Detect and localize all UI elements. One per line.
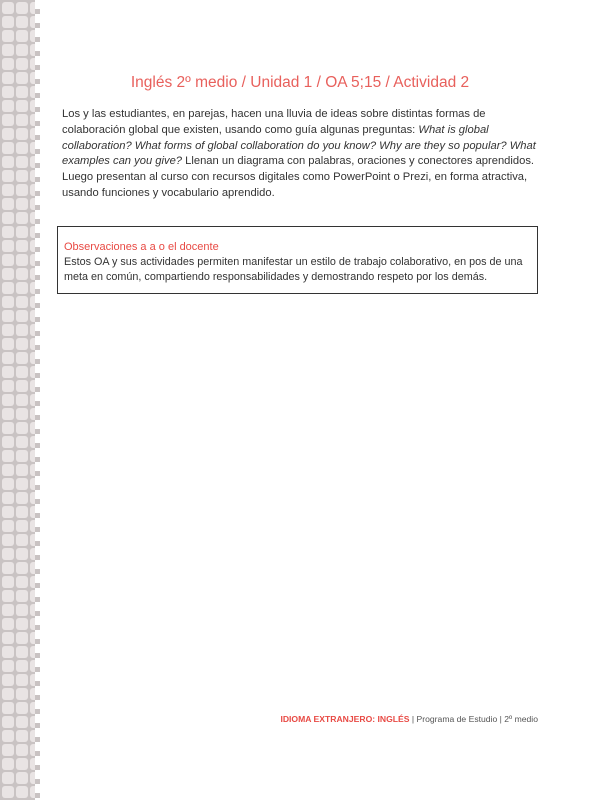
strip-tile xyxy=(2,184,14,196)
strip-tile xyxy=(2,730,14,742)
strip-tile xyxy=(2,352,14,364)
strip-tile xyxy=(2,156,14,168)
strip-tile xyxy=(16,548,28,560)
strip-tile xyxy=(16,212,28,224)
strip-tile xyxy=(16,702,28,714)
decorative-side-strip xyxy=(0,0,40,800)
strip-tile xyxy=(2,758,14,770)
strip-tile xyxy=(2,296,14,308)
strip-tile xyxy=(2,100,14,112)
strip-tile xyxy=(16,450,28,462)
strip-tile xyxy=(2,338,14,350)
strip-tile xyxy=(16,632,28,644)
strip-tile xyxy=(2,2,14,14)
strip-tile xyxy=(2,170,14,182)
strip-tile xyxy=(2,478,14,490)
strip-tile xyxy=(2,688,14,700)
strip-tile xyxy=(2,674,14,686)
strip-tile xyxy=(16,562,28,574)
strip-tile xyxy=(16,44,28,56)
strip-tile xyxy=(2,310,14,322)
page-footer xyxy=(280,714,538,724)
strip-tile xyxy=(16,72,28,84)
strip-tile xyxy=(2,646,14,658)
strip-tile xyxy=(2,520,14,532)
strip-tile xyxy=(2,380,14,392)
strip-tile xyxy=(16,2,28,14)
strip-tile xyxy=(16,660,28,672)
strip-tile xyxy=(16,604,28,616)
strip-tile xyxy=(2,226,14,238)
strip-tile xyxy=(16,408,28,420)
strip-tile xyxy=(2,576,14,588)
strip-tile xyxy=(16,772,28,784)
strip-tile xyxy=(2,632,14,644)
strip-tile xyxy=(2,604,14,616)
footer-level: 2º medio xyxy=(504,714,538,724)
strip-tile xyxy=(2,492,14,504)
strip-tile xyxy=(16,156,28,168)
activity-text-intro: Los y las estudiantes, en parejas, hacen una lluvia de ideas sobre distintas formas de colaboración global que existen, usando como guía algunas preguntas: xyxy=(62,108,486,136)
strip-tile xyxy=(2,422,14,434)
strip-tile xyxy=(16,716,28,728)
strip-tile xyxy=(2,240,14,252)
strip-tile xyxy=(2,58,14,70)
strip-tile xyxy=(2,702,14,714)
footer-subject: IDIOMA EXTRANJERO: INGLÉS xyxy=(280,714,410,724)
strip-tile xyxy=(16,86,28,98)
activity-description xyxy=(62,107,540,202)
strip-tile xyxy=(16,128,28,140)
strip-tile xyxy=(2,114,14,126)
strip-tile xyxy=(16,380,28,392)
strip-tile xyxy=(16,506,28,518)
strip-tile xyxy=(2,450,14,462)
strip-perforated-edge xyxy=(35,0,40,800)
strip-tile xyxy=(2,128,14,140)
strip-tile xyxy=(16,786,28,798)
strip-tile xyxy=(16,730,28,742)
activity-text-continuation: Llenan un diagrama con palabras, oraciones y conectores aprendidos. Luego presentan al curso con recursos digitales como PowerPoint o Prezi, en forma atractiva, usando funciones y vocabulario aprendido. xyxy=(62,155,535,199)
strip-tile xyxy=(2,72,14,84)
strip-tile xyxy=(16,310,28,322)
strip-tile xyxy=(16,618,28,630)
strip-tile xyxy=(2,660,14,672)
footer-separator: | xyxy=(497,714,505,724)
strip-tile xyxy=(2,436,14,448)
teacher-observations-box xyxy=(57,226,538,294)
strip-tile xyxy=(16,254,28,266)
strip-tile xyxy=(16,268,28,280)
strip-tile xyxy=(16,198,28,210)
strip-tile xyxy=(16,394,28,406)
page-title: Inglés 2º medio / Unidad 1 / OA 5;15 / Actividad 2 xyxy=(130,74,470,91)
strip-tile xyxy=(2,786,14,798)
strip-tile xyxy=(16,674,28,686)
strip-tile xyxy=(2,408,14,420)
strip-tile xyxy=(2,366,14,378)
strip-tile xyxy=(16,16,28,28)
strip-tile xyxy=(16,114,28,126)
strip-pattern xyxy=(0,0,40,800)
strip-tile xyxy=(2,254,14,266)
strip-tile xyxy=(16,296,28,308)
strip-tile xyxy=(16,170,28,182)
strip-tile xyxy=(16,744,28,756)
strip-tile xyxy=(16,492,28,504)
strip-tile xyxy=(16,338,28,350)
strip-tile xyxy=(16,30,28,42)
strip-tile xyxy=(2,268,14,280)
strip-tile xyxy=(16,142,28,154)
strip-tile xyxy=(2,772,14,784)
strip-tile xyxy=(2,562,14,574)
strip-tile xyxy=(2,142,14,154)
strip-tile xyxy=(2,282,14,294)
strip-tile xyxy=(16,240,28,252)
activity-guiding-questions: What is global collaboration? What forms of global collaboration do you know? Why are they so popular? What examples can you give? xyxy=(62,123,536,168)
strip-tile xyxy=(2,534,14,546)
strip-tile xyxy=(2,30,14,42)
strip-tile xyxy=(16,100,28,112)
strip-tile xyxy=(2,506,14,518)
strip-tile xyxy=(2,324,14,336)
strip-tile xyxy=(16,366,28,378)
footer-separator: | xyxy=(409,714,417,724)
strip-tile xyxy=(16,282,28,294)
strip-tile xyxy=(16,576,28,588)
strip-tile xyxy=(2,716,14,728)
strip-tile xyxy=(2,16,14,28)
strip-tile xyxy=(2,464,14,476)
strip-tile xyxy=(2,590,14,602)
strip-tile xyxy=(2,744,14,756)
strip-tile xyxy=(16,184,28,196)
strip-tile xyxy=(2,86,14,98)
strip-tile xyxy=(16,758,28,770)
strip-tile xyxy=(16,58,28,70)
observations-text: Estos OA y sus actividades permiten manifestar un estilo de trabajo colaborativo, en pos de una meta en común, compartiendo responsabilidades y demostrando respeto por los demás. xyxy=(64,256,523,283)
strip-tile xyxy=(2,394,14,406)
strip-tile xyxy=(16,464,28,476)
observations-title: Observaciones a a o el docente xyxy=(64,241,219,253)
strip-tile xyxy=(2,44,14,56)
strip-tile xyxy=(16,226,28,238)
strip-tile xyxy=(16,646,28,658)
strip-tile xyxy=(2,548,14,560)
strip-tile xyxy=(2,212,14,224)
strip-tile xyxy=(16,422,28,434)
strip-tile xyxy=(16,590,28,602)
strip-tile xyxy=(16,324,28,336)
strip-tile xyxy=(16,436,28,448)
strip-tile xyxy=(16,688,28,700)
strip-tile xyxy=(16,520,28,532)
footer-program: Programa de Estudio xyxy=(416,714,498,724)
strip-tile xyxy=(2,618,14,630)
strip-tile xyxy=(16,478,28,490)
strip-tile xyxy=(2,198,14,210)
strip-tile xyxy=(16,352,28,364)
strip-tile xyxy=(16,534,28,546)
